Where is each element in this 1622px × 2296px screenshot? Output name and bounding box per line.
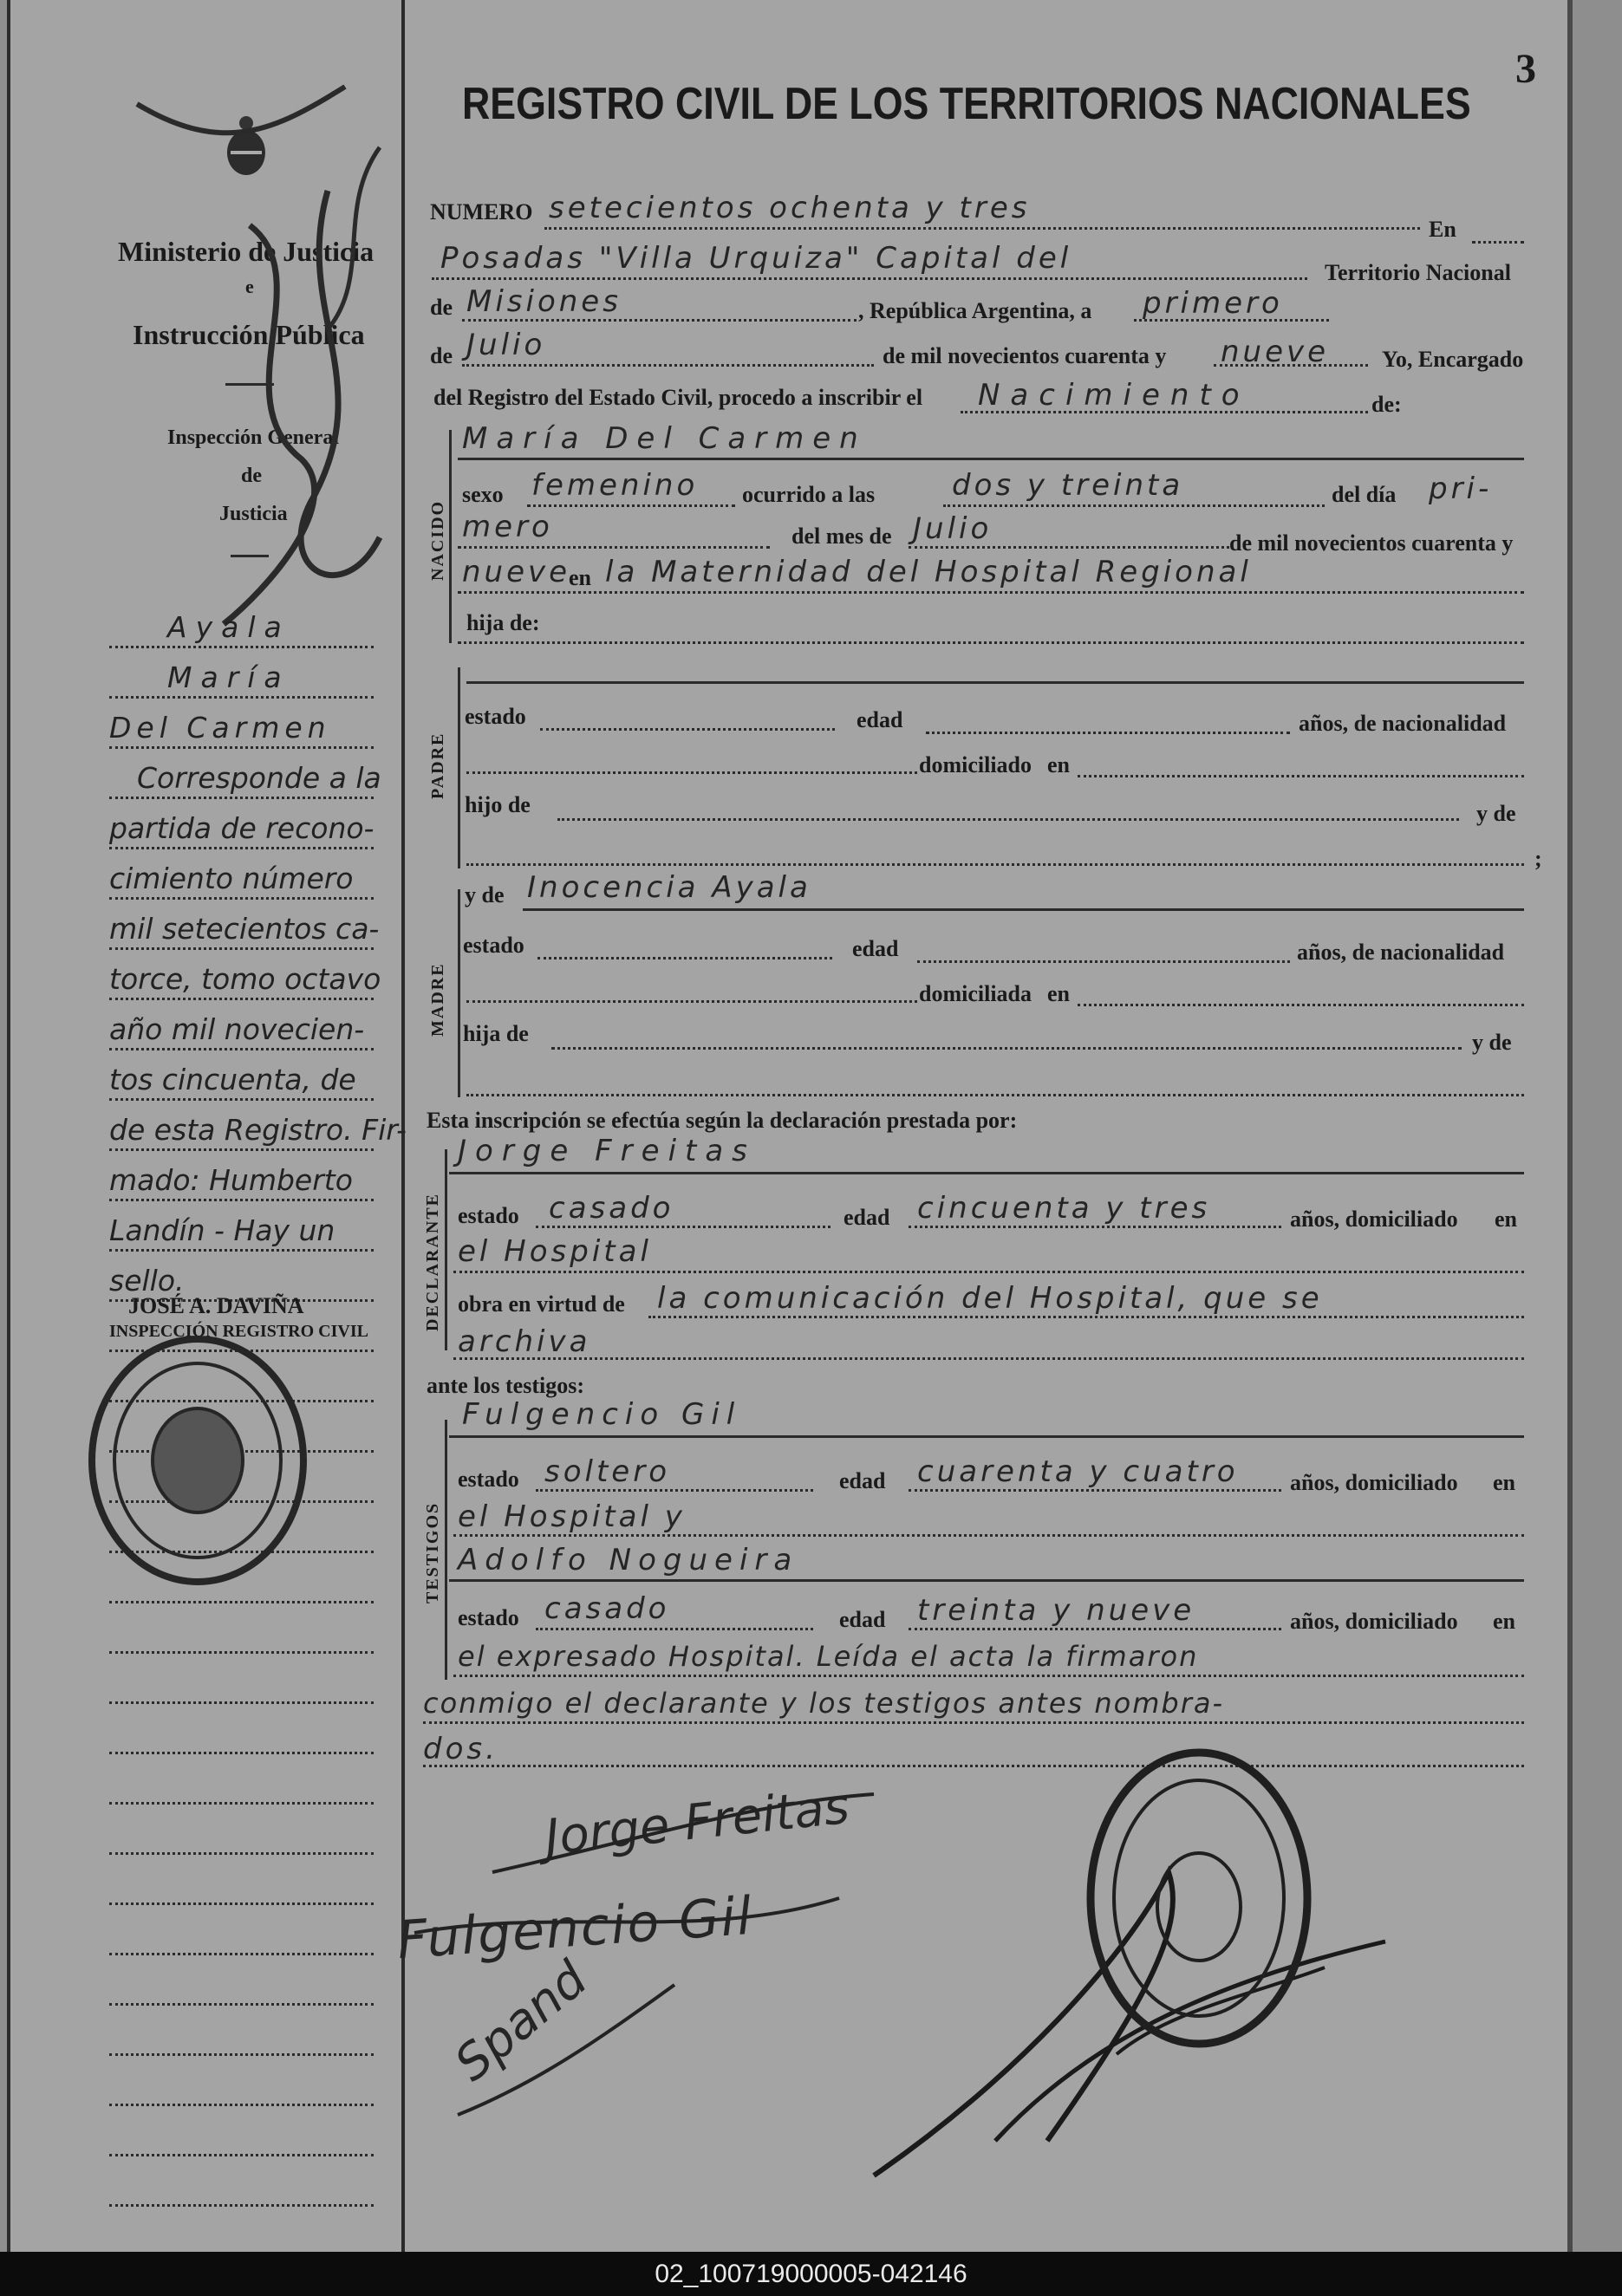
testigo2-estado-label: estado [458,1605,519,1630]
hour-line [943,504,1325,507]
nacido-section-label: NACIDO [428,499,447,581]
padre-edad-label: edad [857,707,903,732]
ministry-line-1: Ministerio de Justicia [118,236,375,267]
padre-nat-line [466,771,917,774]
year-line [1214,364,1368,367]
madre-hija-label: hija de [463,1021,529,1046]
day-value-b: mero [462,510,553,544]
place-line [432,277,1307,280]
padre-yde-line [466,863,1524,866]
de-label: de [430,295,453,320]
declarante-end-line [453,1357,1524,1360]
testigo1-name: Fulgencio Gil [462,1397,742,1432]
padre-domiciliado-label: domiciliado [919,752,1032,777]
declarante-edad-line [909,1226,1281,1228]
month-line [462,364,874,367]
margin-note-line-5: partida de recono- [109,811,375,845]
register-title: REGISTRO CIVIL DE LOS TERRITORIOS NACIONALES [462,79,1471,129]
testigo1-edad-value: cuarenta y cuatro [917,1454,1239,1489]
margin-seal [85,1330,310,1590]
madre-estado-label: estado [463,933,524,958]
padre-hijo-line [557,818,1459,821]
margin-note-line-4: Corresponde a la [137,761,381,795]
padre-domicilio-line [1078,775,1524,777]
closing-line-2: dos. [423,1732,498,1766]
padre-section-label: PADRE [428,732,447,799]
testigo1-en-label: en [1493,1470,1515,1495]
stamp-name: JOSÉ A. DAVIÑA [128,1293,304,1318]
testigo1-name-line [449,1435,1524,1438]
declarante-obra-label: obra en virtud de [458,1291,625,1317]
declarante-name-line [449,1172,1524,1174]
republica-label: , República Argentina, a [858,298,1092,323]
testigo2-name: Adolfo Nogueira [458,1543,799,1577]
person-name-line [458,458,1524,460]
testigo2-edad-value: treinta y nueve [917,1593,1195,1628]
madre-anos-label: años, de nacionalidad [1297,940,1505,965]
declarante-estado-line [536,1226,831,1228]
sexo-line [527,504,735,507]
act-type-line [961,411,1368,413]
ministry-connector: e [245,276,254,297]
margin-note-line-9: año mil novecien- [109,1012,365,1046]
yo-label: Yo, Encargado [1382,347,1524,372]
territorio-label: Territorio Nacional [1325,260,1511,285]
padre-estado-line [540,728,835,731]
margin-note-line-10: tos cincuenta, de [109,1063,356,1096]
declarante-estado-label: estado [458,1203,519,1228]
testigo2-domicilio-line [453,1675,1524,1677]
hija-label: hija de: [466,610,540,635]
person-name: María Del Carmen [462,421,867,456]
place-value: Posadas "Villa Urquiza" Capital del [440,241,1072,276]
margin-note-line-2: María [167,660,290,694]
padre-name-line [466,681,1524,684]
testigo1-edad-label: edad [839,1468,886,1493]
declarante-en-label: en [1495,1207,1517,1232]
margin-note-line-3: Del Carmen [109,711,331,745]
nacido-brace [449,430,452,643]
nacido-month-line [909,546,1229,549]
birth-place-value: la Maternidad del Hospital Regional [605,555,1252,589]
declarante-anos-label: años, domiciliado [1290,1207,1458,1232]
margin-note-line-8: torce, tomo octavo [109,962,381,996]
day-line [1134,319,1329,322]
margin-signature-scribble [120,52,397,650]
margin-note-line-13: Landín - Hay un [109,1213,335,1247]
signature-scribbles [388,1768,1515,2219]
padre-end-mark: ; [1534,846,1542,871]
testigos-section-label: TESTIGOS [423,1501,442,1603]
nacido-year-text: de mil novecientos cuarenta y [1229,530,1514,556]
declarante-brace [445,1149,447,1350]
day-value-a: pri- [1429,472,1493,506]
madre-yde-label: y de [465,882,505,907]
testigo2-anos-label: años, domiciliado [1290,1609,1458,1634]
numero-line [544,227,1420,230]
testigo2-edad-line [909,1628,1281,1630]
signature-officer: Spand [444,1950,598,2093]
ocurrido-label: ocurrido a las [742,482,876,507]
padre-edad-line [926,732,1290,734]
declarante-obra-value-2: archiva [458,1324,591,1359]
testigo1-edad-line [909,1489,1281,1492]
registry-seal [1082,1742,1316,2054]
declarante-edad-label: edad [844,1205,890,1230]
en-line [1472,241,1524,244]
registro-text: del Registro del Estado Civil, procedo a inscribir el [433,385,923,410]
padre-en-label: en [1047,752,1070,777]
birth-place-line [458,591,1524,594]
testigo1-estado-label: estado [458,1467,519,1492]
declarante-domicilio-value: el Hospital [458,1234,652,1269]
year-value: nueve [1221,335,1330,369]
testigos-text: ante los testigos: [427,1373,584,1398]
closing-line-2-rule [423,1765,1524,1767]
territory-value: Misiones [466,284,622,319]
nacido-year-value: nueve [462,555,571,589]
margin-note-line-6: cimiento número [109,862,354,895]
nacido-month-value: Julio [913,511,993,546]
testigo2-estado-value: casado [544,1591,670,1626]
madre-end-line [466,1094,1524,1096]
territory-line [462,319,857,322]
numero-label: NUMERO [430,199,533,224]
madre-edad-line [917,960,1290,963]
padre-brace [458,667,460,868]
en-label: En [1429,217,1456,242]
testigo2-estado-line [536,1628,813,1630]
del-dia-label: del día [1332,482,1397,507]
day-value: primero [1143,286,1283,321]
madre-edad-label: edad [852,936,899,961]
sexo-value: femenino [531,468,699,503]
margin-note-line-12: mado: Humberto [109,1163,353,1197]
testigo2-edad-label: edad [839,1607,886,1632]
madre-name-value: Inocencia Ayala [527,870,811,905]
left-edge-rule [7,0,10,2252]
madre-brace [458,889,460,1097]
declarante-name: Jorge Freitas [458,1134,756,1168]
testigo1-estado-value: soltero [544,1454,670,1489]
declarante-obra-value-1: la comunicación del Hospital, que se [657,1281,1323,1316]
declarante-domicilio-line [453,1271,1524,1273]
padre-anos-label: años, de nacionalidad [1299,711,1507,736]
testigo1-estado-line [536,1489,813,1492]
signature-declarante: Jorge Freitas [542,1778,852,1867]
margin-note-line-14: sello. [109,1264,185,1298]
margin-note-line-7: mil setecientos ca- [109,912,380,946]
declarante-obra-line [648,1316,1524,1318]
madre-name-line [523,908,1524,911]
year-text: de mil novecientos cuarenta y [883,343,1167,368]
footer-code: 02_100719000005-042146 [655,2260,967,2288]
testigo1-anos-label: años, domiciliado [1290,1470,1458,1495]
ministry-line-2: Instrucción Pública [133,319,365,350]
del-mes-label: del mes de [791,524,892,549]
madre-domicilio-line [1078,1004,1524,1006]
closing-line-1: conmigo el declarante y los testigos antes nombra- [423,1687,1224,1720]
testigo2-en-label: en [1493,1609,1515,1634]
declarante-estado-value: casado [549,1191,674,1226]
madre-hija-line [551,1047,1462,1050]
declaracion-text: Esta inscripción se efectúa según la declaración prestada por: [427,1108,1018,1133]
hija-line [458,641,1524,644]
numero-value: setecientos ochenta y tres [549,191,1031,225]
inspection-line-1: Inspección General [167,426,339,449]
madre-section-label: MADRE [428,962,447,1037]
testigo2-name-line [449,1579,1524,1582]
de3-label: de: [1371,392,1402,417]
madre-estado-line [537,957,832,959]
testigos-brace [445,1420,447,1680]
margin-note-line-11: de esta Registro. Fir- [109,1113,407,1147]
stamp-role: INSPECCIÓN REGISTRO CIVIL [109,1322,368,1341]
month-value: Julio [466,328,546,362]
padre-yde-label: y de [1476,801,1516,826]
signature-testigo: Fulgencio Gil [395,1885,756,1972]
padre-estado-label: estado [465,704,526,729]
nacido-en-label: en [569,565,591,590]
page-number: 3 [1515,46,1536,92]
sexo-label: sexo [462,482,504,507]
testigo1-domicilio-line [453,1534,1524,1537]
day-b-line [458,546,770,549]
hour-value: dos y treinta [952,468,1184,503]
act-type-value: Nacimiento [978,378,1250,413]
madre-en-label: en [1047,981,1070,1006]
testigo2-domicilio-value: el expresado Hospital. Leída el acta la firmaron [458,1640,1199,1673]
closing-line-1-rule [423,1721,1524,1724]
inspection-line-3: Justicia [219,503,288,525]
de2-label: de [430,343,453,368]
madre-domiciliada-label: domiciliada [919,981,1032,1006]
madre-nat-line [466,1000,917,1003]
register-page [7,0,1573,2252]
inspection-line-2: de [241,465,262,487]
madre-yde2-label: y de [1472,1030,1512,1055]
declarante-edad-value: cincuenta y tres [917,1191,1211,1226]
declarante-section-label: DECLARANTE [423,1192,442,1331]
padre-hijo-label: hijo de [465,792,531,817]
margin-note-line-1: Ayala [167,610,290,644]
testigo1-domicilio-value: el Hospital y [458,1499,686,1534]
